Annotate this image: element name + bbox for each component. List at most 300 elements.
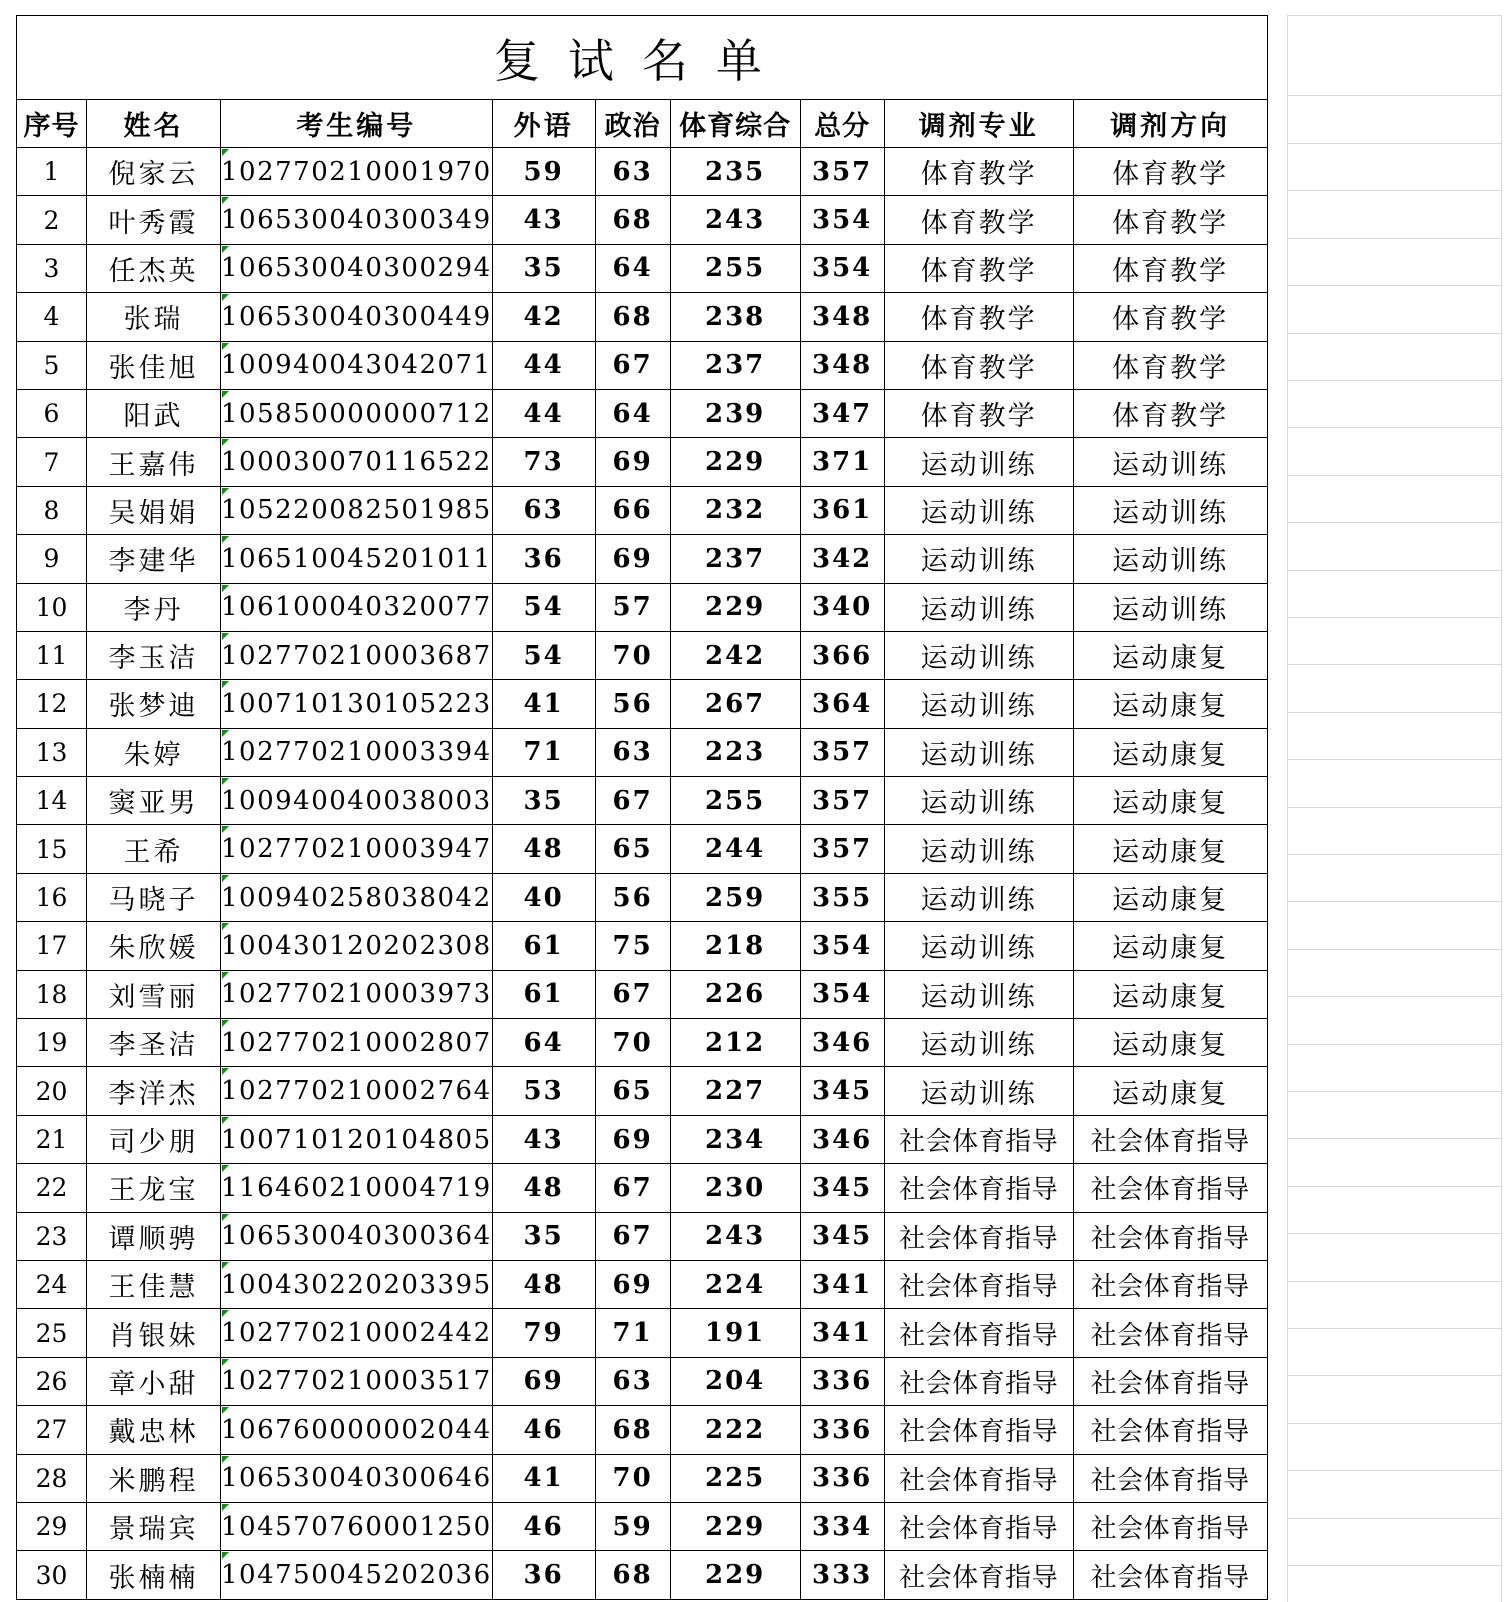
cell-foreign-language[interactable]: 41 xyxy=(492,1454,595,1502)
cell-foreign-language[interactable]: 36 xyxy=(492,535,595,583)
cell-foreign-language[interactable]: 54 xyxy=(492,583,595,631)
cell-exam-id[interactable]: 102770210003947 xyxy=(221,825,493,873)
cell-index[interactable]: 26 xyxy=(17,1357,87,1405)
cell-politics[interactable]: 64 xyxy=(595,244,670,292)
cell-adjusted-direction[interactable]: 运动训练 xyxy=(1073,535,1267,583)
cell-index[interactable]: 14 xyxy=(17,777,87,825)
cell-index[interactable]: 20 xyxy=(17,1067,87,1115)
cell-adjusted-major[interactable]: 运动训练 xyxy=(884,680,1073,728)
cell-adjusted-major[interactable]: 运动训练 xyxy=(884,486,1073,534)
cell-foreign-language[interactable]: 63 xyxy=(492,486,595,534)
cell-exam-id[interactable]: 102770210001970 xyxy=(221,148,493,196)
cell-politics[interactable]: 70 xyxy=(595,631,670,679)
cell-name[interactable]: 张瑞 xyxy=(87,293,221,341)
cell-index[interactable]: 25 xyxy=(17,1309,87,1357)
cell-exam-id[interactable]: 106530040300364 xyxy=(221,1212,493,1260)
cell-adjusted-direction[interactable]: 社会体育指导 xyxy=(1073,1115,1267,1163)
cell-exam-id[interactable]: 102770210003394 xyxy=(221,728,493,776)
cell-foreign-language[interactable]: 35 xyxy=(492,1212,595,1260)
cell-adjusted-direction[interactable]: 运动康复 xyxy=(1073,1067,1267,1115)
cell-total[interactable]: 347 xyxy=(800,389,884,437)
empty-column-gridlines xyxy=(1287,15,1502,1602)
cell-adjusted-direction[interactable]: 社会体育指导 xyxy=(1073,1551,1267,1599)
cell-sports-comprehensive[interactable]: 255 xyxy=(670,777,800,825)
cell-total[interactable]: 357 xyxy=(800,728,884,776)
cell-sports-comprehensive[interactable]: 225 xyxy=(670,1454,800,1502)
cell-index[interactable]: 1 xyxy=(17,148,87,196)
cell-name[interactable]: 朱欣媛 xyxy=(87,922,221,970)
cell-exam-id[interactable]: 106530040300449 xyxy=(221,293,493,341)
cell-politics[interactable]: 70 xyxy=(595,1019,670,1067)
cell-sports-comprehensive[interactable]: 191 xyxy=(670,1309,800,1357)
cell-index[interactable]: 15 xyxy=(17,825,87,873)
cell-foreign-language[interactable]: 35 xyxy=(492,244,595,292)
cell-index[interactable]: 30 xyxy=(17,1551,87,1599)
cell-politics[interactable]: 64 xyxy=(595,389,670,437)
cell-name[interactable]: 张楠楠 xyxy=(87,1551,221,1599)
table-row xyxy=(17,293,1268,341)
cell-adjusted-major[interactable]: 体育教学 xyxy=(884,148,1073,196)
cell-exam-id[interactable]: 102770210002764 xyxy=(221,1067,493,1115)
cell-foreign-language[interactable]: 48 xyxy=(492,825,595,873)
cell-total[interactable]: 348 xyxy=(800,293,884,341)
gridline xyxy=(1287,854,1502,855)
cell-total[interactable]: 357 xyxy=(800,148,884,196)
cell-name[interactable]: 吴娟娟 xyxy=(87,486,221,534)
cell-politics[interactable]: 65 xyxy=(595,1067,670,1115)
cell-total[interactable]: 345 xyxy=(800,1212,884,1260)
cell-total[interactable]: 366 xyxy=(800,631,884,679)
cell-total[interactable]: 361 xyxy=(800,486,884,534)
cell-adjusted-direction[interactable]: 社会体育指导 xyxy=(1073,1502,1267,1550)
cell-exam-id[interactable]: 100430120202308 xyxy=(221,922,493,970)
cell-adjusted-major[interactable]: 运动训练 xyxy=(884,583,1073,631)
cell-adjusted-major[interactable]: 运动训练 xyxy=(884,777,1073,825)
cell-name[interactable]: 张梦迪 xyxy=(87,680,221,728)
cell-adjusted-direction[interactable]: 社会体育指导 xyxy=(1073,1260,1267,1308)
cell-sports-comprehensive[interactable]: 229 xyxy=(670,1502,800,1550)
cell-politics[interactable]: 68 xyxy=(595,293,670,341)
cell-foreign-language[interactable]: 64 xyxy=(492,1019,595,1067)
cell-index[interactable]: 16 xyxy=(17,873,87,921)
cell-index[interactable]: 6 xyxy=(17,389,87,437)
cell-adjusted-major[interactable]: 社会体育指导 xyxy=(884,1502,1073,1550)
cell-foreign-language[interactable]: 35 xyxy=(492,777,595,825)
cell-total[interactable]: 341 xyxy=(800,1309,884,1357)
header-politics[interactable]: 政治 xyxy=(595,100,670,148)
cell-foreign-language[interactable]: 73 xyxy=(492,438,595,486)
cell-foreign-language[interactable]: 40 xyxy=(492,873,595,921)
cell-index[interactable]: 24 xyxy=(17,1260,87,1308)
cell-sports-comprehensive[interactable]: 224 xyxy=(670,1260,800,1308)
cell-name[interactable]: 刘雪丽 xyxy=(87,970,221,1018)
cell-sports-comprehensive[interactable]: 222 xyxy=(670,1406,800,1454)
header-index[interactable]: 序号 xyxy=(17,100,87,148)
cell-politics[interactable]: 75 xyxy=(595,922,670,970)
cell-adjusted-direction[interactable]: 运动康复 xyxy=(1073,922,1267,970)
cell-foreign-language[interactable]: 48 xyxy=(492,1260,595,1308)
cell-exam-id[interactable]: 102770210002807 xyxy=(221,1019,493,1067)
cell-adjusted-major[interactable]: 社会体育指导 xyxy=(884,1454,1073,1502)
cell-sports-comprehensive[interactable]: 226 xyxy=(670,970,800,1018)
cell-sports-comprehensive[interactable]: 229 xyxy=(670,583,800,631)
cell-exam-id[interactable]: 100940043042071 xyxy=(221,341,493,389)
cell-index[interactable]: 19 xyxy=(17,1019,87,1067)
cell-adjusted-direction[interactable]: 运动康复 xyxy=(1073,873,1267,921)
cell-exam-id[interactable]: 106530040300646 xyxy=(221,1454,493,1502)
cell-foreign-language[interactable]: 71 xyxy=(492,728,595,776)
cell-name[interactable]: 司少朋 xyxy=(87,1115,221,1163)
cell-politics[interactable]: 67 xyxy=(595,970,670,1018)
cell-exam-id[interactable]: 105850000000712 xyxy=(221,389,493,437)
cell-sports-comprehensive[interactable]: 255 xyxy=(670,244,800,292)
cell-exam-id[interactable]: 102770210003973 xyxy=(221,970,493,1018)
cell-exam-id[interactable]: 102770210002442 xyxy=(221,1309,493,1357)
cell-total[interactable]: 341 xyxy=(800,1260,884,1308)
cell-exam-id[interactable]: 100710120104805 xyxy=(221,1115,493,1163)
cell-name[interactable]: 任杰英 xyxy=(87,244,221,292)
cell-adjusted-direction[interactable]: 社会体育指导 xyxy=(1073,1212,1267,1260)
cell-name[interactable]: 李建华 xyxy=(87,535,221,583)
cell-adjusted-direction[interactable]: 运动训练 xyxy=(1073,438,1267,486)
cell-sports-comprehensive[interactable]: 229 xyxy=(670,1551,800,1599)
cell-name[interactable]: 张佳旭 xyxy=(87,341,221,389)
cell-politics[interactable]: 63 xyxy=(595,728,670,776)
cell-exam-id[interactable]: 104750045202036 xyxy=(221,1551,493,1599)
cell-sports-comprehensive[interactable]: 259 xyxy=(670,873,800,921)
cell-adjusted-direction[interactable]: 运动训练 xyxy=(1073,583,1267,631)
cell-politics[interactable]: 57 xyxy=(595,583,670,631)
cell-total[interactable]: 364 xyxy=(800,680,884,728)
cell-total[interactable]: 371 xyxy=(800,438,884,486)
cell-adjusted-major[interactable]: 体育教学 xyxy=(884,389,1073,437)
cell-name[interactable]: 王希 xyxy=(87,825,221,873)
cell-index[interactable]: 27 xyxy=(17,1406,87,1454)
cell-name[interactable]: 李玉洁 xyxy=(87,631,221,679)
table-row xyxy=(17,777,1268,825)
cell-politics[interactable]: 70 xyxy=(595,1454,670,1502)
cell-name[interactable]: 李圣洁 xyxy=(87,1019,221,1067)
cell-sports-comprehensive[interactable]: 204 xyxy=(670,1357,800,1405)
header-adjusted-direction[interactable]: 调剂方向 xyxy=(1073,100,1267,148)
cell-index[interactable]: 23 xyxy=(17,1212,87,1260)
gridline xyxy=(1287,95,1502,96)
cell-sports-comprehensive[interactable]: 212 xyxy=(670,1019,800,1067)
cell-index[interactable]: 3 xyxy=(17,244,87,292)
cell-name[interactable]: 肖银妹 xyxy=(87,1309,221,1357)
cell-sports-comprehensive[interactable]: 235 xyxy=(670,148,800,196)
cell-sports-comprehensive[interactable]: 218 xyxy=(670,922,800,970)
cell-adjusted-major[interactable]: 社会体育指导 xyxy=(884,1212,1073,1260)
cell-adjusted-direction[interactable]: 社会体育指导 xyxy=(1073,1164,1267,1212)
cell-adjusted-major[interactable]: 运动训练 xyxy=(884,438,1073,486)
table-row xyxy=(17,1406,1268,1454)
cell-politics[interactable]: 67 xyxy=(595,1212,670,1260)
gridline xyxy=(1287,712,1502,713)
cell-politics[interactable]: 69 xyxy=(595,535,670,583)
cell-index[interactable]: 11 xyxy=(17,631,87,679)
cell-adjusted-major[interactable]: 体育教学 xyxy=(884,293,1073,341)
cell-name[interactable]: 米鹏程 xyxy=(87,1454,221,1502)
cell-sports-comprehensive[interactable]: 227 xyxy=(670,1067,800,1115)
cell-index[interactable]: 4 xyxy=(17,293,87,341)
cell-adjusted-direction[interactable]: 社会体育指导 xyxy=(1073,1309,1267,1357)
cell-total[interactable]: 348 xyxy=(800,341,884,389)
cell-total[interactable]: 357 xyxy=(800,777,884,825)
cell-exam-id[interactable]: 106760000002044 xyxy=(221,1406,493,1454)
header-adjusted-major[interactable]: 调剂专业 xyxy=(884,100,1073,148)
cell-index[interactable]: 17 xyxy=(17,922,87,970)
cell-politics[interactable]: 67 xyxy=(595,341,670,389)
cell-adjusted-major[interactable]: 运动训练 xyxy=(884,1019,1073,1067)
cell-name[interactable]: 王佳慧 xyxy=(87,1260,221,1308)
table-title[interactable]: 复试名单 xyxy=(17,16,1268,100)
cell-foreign-language[interactable]: 36 xyxy=(492,1551,595,1599)
gridline xyxy=(1287,1328,1502,1329)
cell-adjusted-major[interactable]: 体育教学 xyxy=(884,196,1073,244)
cell-sports-comprehensive[interactable]: 232 xyxy=(670,486,800,534)
cell-sports-comprehensive[interactable]: 223 xyxy=(670,728,800,776)
cell-adjusted-major[interactable]: 社会体育指导 xyxy=(884,1164,1073,1212)
cell-politics[interactable]: 56 xyxy=(595,873,670,921)
cell-exam-id[interactable]: 100940258038042 xyxy=(221,873,493,921)
cell-politics[interactable]: 68 xyxy=(595,1551,670,1599)
cell-foreign-language[interactable]: 53 xyxy=(492,1067,595,1115)
cell-adjusted-direction[interactable]: 运动康复 xyxy=(1073,1019,1267,1067)
cell-index[interactable]: 8 xyxy=(17,486,87,534)
cell-politics[interactable]: 67 xyxy=(595,777,670,825)
cell-name[interactable]: 王嘉伟 xyxy=(87,438,221,486)
cell-exam-id[interactable]: 106100040320077 xyxy=(221,583,493,631)
cell-adjusted-major[interactable]: 运动训练 xyxy=(884,970,1073,1018)
cell-total[interactable]: 355 xyxy=(800,873,884,921)
cell-exam-id[interactable]: 106530040300349 xyxy=(221,196,493,244)
cell-total[interactable]: 336 xyxy=(800,1406,884,1454)
cell-sports-comprehensive[interactable]: 242 xyxy=(670,631,800,679)
cell-sports-comprehensive[interactable]: 234 xyxy=(670,1115,800,1163)
cell-adjusted-direction[interactable]: 体育教学 xyxy=(1073,196,1267,244)
cell-exam-id[interactable]: 106510045201011 xyxy=(221,535,493,583)
cell-politics[interactable]: 56 xyxy=(595,680,670,728)
header-name[interactable]: 姓名 xyxy=(87,100,221,148)
cell-politics[interactable]: 68 xyxy=(595,196,670,244)
cell-total[interactable]: 333 xyxy=(800,1551,884,1599)
cell-name[interactable]: 戴忠林 xyxy=(87,1406,221,1454)
cell-adjusted-direction[interactable]: 运动康复 xyxy=(1073,728,1267,776)
cell-sports-comprehensive[interactable]: 239 xyxy=(670,389,800,437)
cell-total[interactable]: 345 xyxy=(800,1067,884,1115)
cell-politics[interactable]: 69 xyxy=(595,1260,670,1308)
gridline xyxy=(1287,285,1502,286)
cell-adjusted-major[interactable]: 社会体育指导 xyxy=(884,1357,1073,1405)
cell-index[interactable]: 18 xyxy=(17,970,87,1018)
cell-adjusted-direction[interactable]: 运动康复 xyxy=(1073,825,1267,873)
gridline xyxy=(1287,1091,1502,1092)
cell-adjusted-major[interactable]: 运动训练 xyxy=(884,535,1073,583)
cell-adjusted-major[interactable]: 社会体育指导 xyxy=(884,1260,1073,1308)
cell-politics[interactable]: 63 xyxy=(595,148,670,196)
cell-adjusted-major[interactable]: 社会体育指导 xyxy=(884,1551,1073,1599)
cell-total[interactable]: 357 xyxy=(800,825,884,873)
cell-adjusted-direction[interactable]: 社会体育指导 xyxy=(1073,1454,1267,1502)
cell-foreign-language[interactable]: 59 xyxy=(492,148,595,196)
cell-index[interactable]: 13 xyxy=(17,728,87,776)
cell-adjusted-major[interactable]: 社会体育指导 xyxy=(884,1406,1073,1454)
cell-foreign-language[interactable]: 42 xyxy=(492,293,595,341)
cell-index[interactable]: 29 xyxy=(17,1502,87,1550)
cell-adjusted-direction[interactable]: 社会体育指导 xyxy=(1073,1406,1267,1454)
cell-foreign-language[interactable]: 46 xyxy=(492,1406,595,1454)
cell-adjusted-major[interactable]: 社会体育指导 xyxy=(884,1115,1073,1163)
cell-exam-id[interactable]: 100940040038003 xyxy=(221,777,493,825)
cell-adjusted-direction[interactable]: 体育教学 xyxy=(1073,244,1267,292)
cell-politics[interactable]: 59 xyxy=(595,1502,670,1550)
cell-exam-id[interactable]: 102770210003517 xyxy=(221,1357,493,1405)
cell-name[interactable]: 朱婷 xyxy=(87,728,221,776)
cell-sports-comprehensive[interactable]: 243 xyxy=(670,1212,800,1260)
cell-sports-comprehensive[interactable]: 243 xyxy=(670,196,800,244)
cell-foreign-language[interactable]: 44 xyxy=(492,389,595,437)
cell-name[interactable]: 窦亚男 xyxy=(87,777,221,825)
cell-total[interactable]: 342 xyxy=(800,535,884,583)
cell-total[interactable]: 346 xyxy=(800,1019,884,1067)
cell-politics[interactable]: 71 xyxy=(595,1309,670,1357)
cell-name[interactable]: 景瑞宾 xyxy=(87,1502,221,1550)
cell-exam-id[interactable]: 104570760001250 xyxy=(221,1502,493,1550)
gridline xyxy=(1287,664,1502,665)
cell-adjusted-major[interactable]: 运动训练 xyxy=(884,728,1073,776)
cell-foreign-language[interactable]: 41 xyxy=(492,680,595,728)
cell-foreign-language[interactable]: 54 xyxy=(492,631,595,679)
cell-sports-comprehensive[interactable]: 267 xyxy=(670,680,800,728)
cell-name[interactable]: 李丹 xyxy=(87,583,221,631)
cell-index[interactable]: 9 xyxy=(17,535,87,583)
table-row xyxy=(17,1454,1268,1502)
cell-sports-comprehensive[interactable]: 229 xyxy=(670,438,800,486)
cell-adjusted-direction[interactable]: 运动康复 xyxy=(1073,680,1267,728)
cell-adjusted-major[interactable]: 运动训练 xyxy=(884,825,1073,873)
cell-foreign-language[interactable]: 43 xyxy=(492,196,595,244)
gridline xyxy=(1287,427,1502,428)
table-row xyxy=(17,486,1268,534)
cell-total[interactable]: 334 xyxy=(800,1502,884,1550)
cell-adjusted-direction[interactable]: 社会体育指导 xyxy=(1073,1357,1267,1405)
cell-total[interactable]: 354 xyxy=(800,922,884,970)
cell-exam-id[interactable]: 100030070116522 xyxy=(221,438,493,486)
cell-politics[interactable]: 67 xyxy=(595,1164,670,1212)
cell-adjusted-direction[interactable]: 运动康复 xyxy=(1073,631,1267,679)
cell-adjusted-direction[interactable]: 运动训练 xyxy=(1073,486,1267,534)
cell-name[interactable]: 马晓子 xyxy=(87,873,221,921)
header-exam-id[interactable]: 考生编号 xyxy=(221,100,493,148)
cell-name[interactable]: 阳武 xyxy=(87,389,221,437)
cell-adjusted-direction[interactable]: 体育教学 xyxy=(1073,341,1267,389)
cell-adjusted-major[interactable]: 社会体育指导 xyxy=(884,1309,1073,1357)
cell-adjusted-major[interactable]: 体育教学 xyxy=(884,341,1073,389)
table-row xyxy=(17,438,1268,486)
table-row xyxy=(17,244,1268,292)
cell-exam-id[interactable]: 106530040300294 xyxy=(221,244,493,292)
cell-foreign-language[interactable]: 69 xyxy=(492,1357,595,1405)
gridline xyxy=(1287,1470,1502,1471)
cell-index[interactable]: 10 xyxy=(17,583,87,631)
cell-name[interactable]: 章小甜 xyxy=(87,1357,221,1405)
cell-foreign-language[interactable]: 43 xyxy=(492,1115,595,1163)
header-total[interactable]: 总分 xyxy=(800,100,884,148)
cell-sports-comprehensive[interactable]: 244 xyxy=(670,825,800,873)
cell-total[interactable]: 354 xyxy=(800,196,884,244)
cell-sports-comprehensive[interactable]: 230 xyxy=(670,1164,800,1212)
cell-adjusted-direction[interactable]: 体育教学 xyxy=(1073,148,1267,196)
cell-adjusted-direction[interactable]: 体育教学 xyxy=(1073,293,1267,341)
cell-adjusted-direction[interactable]: 运动康复 xyxy=(1073,777,1267,825)
cell-name[interactable]: 叶秀霞 xyxy=(87,196,221,244)
cell-politics[interactable]: 68 xyxy=(595,1406,670,1454)
cell-total[interactable]: 354 xyxy=(800,970,884,1018)
cell-index[interactable]: 12 xyxy=(17,680,87,728)
cell-adjusted-direction[interactable]: 体育教学 xyxy=(1073,389,1267,437)
cell-politics[interactable]: 66 xyxy=(595,486,670,534)
cell-politics[interactable]: 63 xyxy=(595,1357,670,1405)
gridline xyxy=(1287,570,1502,571)
table-row xyxy=(17,1067,1268,1115)
cell-adjusted-major[interactable]: 体育教学 xyxy=(884,244,1073,292)
cell-name[interactable]: 王龙宝 xyxy=(87,1164,221,1212)
cell-adjusted-major[interactable]: 运动训练 xyxy=(884,922,1073,970)
cell-sports-comprehensive[interactable]: 237 xyxy=(670,341,800,389)
cell-index[interactable]: 22 xyxy=(17,1164,87,1212)
cell-total[interactable]: 336 xyxy=(800,1454,884,1502)
cell-name[interactable]: 倪家云 xyxy=(87,148,221,196)
header-sports-comprehensive[interactable]: 体育综合 xyxy=(670,100,800,148)
cell-adjusted-direction[interactable]: 运动康复 xyxy=(1073,970,1267,1018)
cell-name[interactable]: 谭顺骋 xyxy=(87,1212,221,1260)
cell-adjusted-major[interactable]: 运动训练 xyxy=(884,1067,1073,1115)
gridline xyxy=(1287,949,1502,950)
cell-total[interactable]: 345 xyxy=(800,1164,884,1212)
cell-politics[interactable]: 65 xyxy=(595,825,670,873)
cell-exam-id[interactable]: 100710130105223 xyxy=(221,680,493,728)
cell-politics[interactable]: 69 xyxy=(595,1115,670,1163)
cell-exam-id[interactable]: 105220082501985 xyxy=(221,486,493,534)
cell-foreign-language[interactable]: 44 xyxy=(492,341,595,389)
cell-foreign-language[interactable]: 79 xyxy=(492,1309,595,1357)
cell-foreign-language[interactable]: 48 xyxy=(492,1164,595,1212)
cell-index[interactable]: 21 xyxy=(17,1115,87,1163)
cell-total[interactable]: 354 xyxy=(800,244,884,292)
cell-exam-id[interactable]: 102770210003687 xyxy=(221,631,493,679)
cell-sports-comprehensive[interactable]: 238 xyxy=(670,293,800,341)
cell-politics[interactable]: 69 xyxy=(595,438,670,486)
cell-total[interactable]: 346 xyxy=(800,1115,884,1163)
cell-adjusted-major[interactable]: 运动训练 xyxy=(884,873,1073,921)
cell-foreign-language[interactable]: 61 xyxy=(492,970,595,1018)
cell-index[interactable]: 28 xyxy=(17,1454,87,1502)
cell-adjusted-major[interactable]: 运动训练 xyxy=(884,631,1073,679)
cell-foreign-language[interactable]: 61 xyxy=(492,922,595,970)
header-foreign-language[interactable]: 外语 xyxy=(492,100,595,148)
cell-total[interactable]: 336 xyxy=(800,1357,884,1405)
cell-index[interactable]: 7 xyxy=(17,438,87,486)
cell-sports-comprehensive[interactable]: 237 xyxy=(670,535,800,583)
cell-index[interactable]: 2 xyxy=(17,196,87,244)
cell-total[interactable]: 340 xyxy=(800,583,884,631)
cell-foreign-language[interactable]: 46 xyxy=(492,1502,595,1550)
cell-index[interactable]: 5 xyxy=(17,341,87,389)
cell-exam-id[interactable]: 116460210004719 xyxy=(221,1164,493,1212)
cell-exam-id[interactable]: 100430220203395 xyxy=(221,1260,493,1308)
cell-name[interactable]: 李洋杰 xyxy=(87,1067,221,1115)
